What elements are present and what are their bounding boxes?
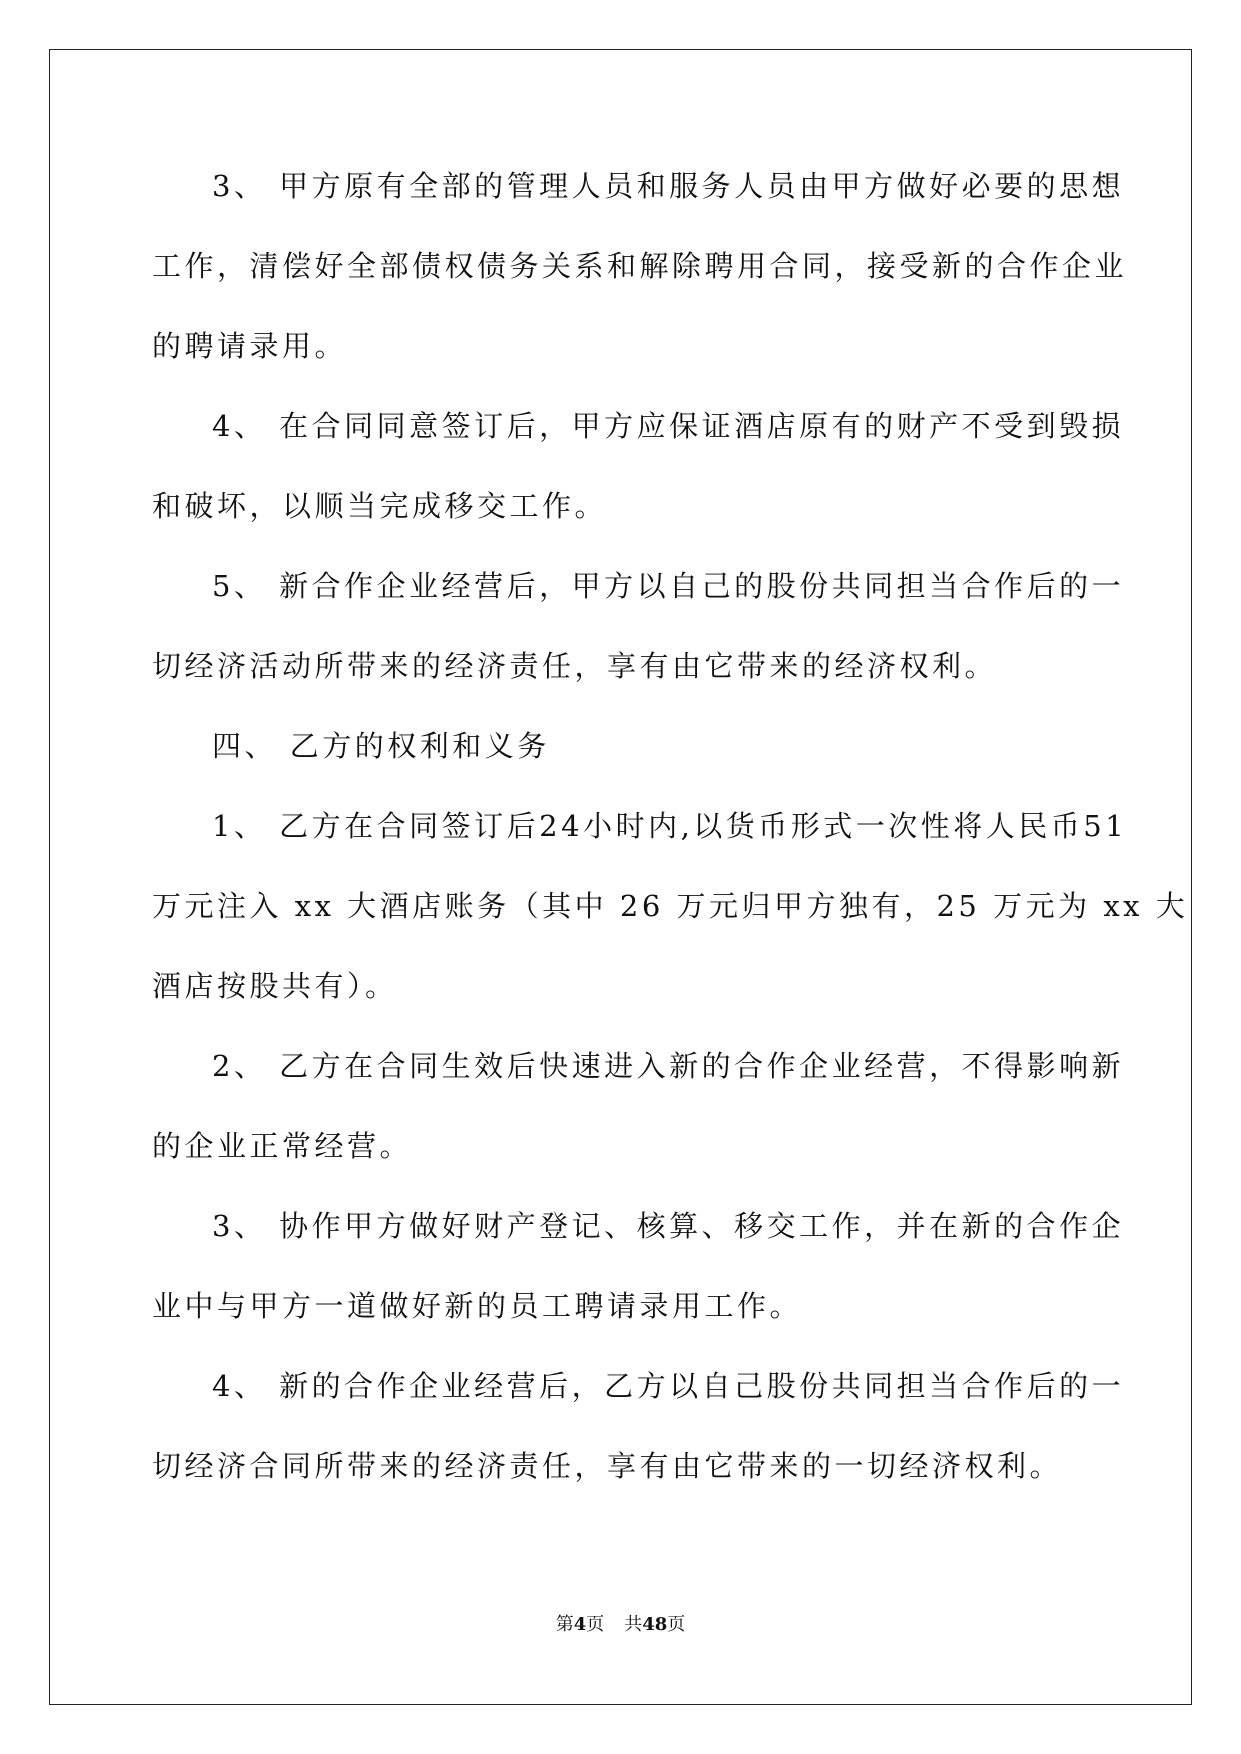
text-line: 3、 甲方原有全部的管理人员和服务人员由甲方做好必要的思想	[212, 169, 1125, 203]
text-line: 2、 乙方在合同生效后快速进入新的合作企业经营，不得影响新	[212, 1049, 1125, 1083]
text-line: 万元注入 xx 大酒店账务（其中 26 万元归甲方独有，25 万元为 xx 大	[152, 889, 1189, 923]
text-line: 1、 乙方在合同签订后24小时内,以货币形式一次性将人民币51	[212, 809, 1128, 843]
text-line: 工作，清偿好全部债权债务关系和解除聘用合同，接受新的合作企业	[152, 249, 1128, 283]
total-prefix: 共	[624, 1614, 643, 1635]
text-line: 酒店按股共有）。	[152, 969, 398, 1003]
section-heading: 四、 乙方的权利和义务	[212, 729, 550, 763]
text-line: 的企业正常经营。	[152, 1129, 413, 1163]
text-line: 3、 协作甲方做好财产登记、核算、移交工作，并在新的合作企	[212, 1209, 1125, 1243]
text-line: 5、 新合作企业经营后，甲方以自己的股份共同担当合作后的一	[212, 569, 1125, 603]
text-line: 4、 新的合作企业经营后，乙方以自己股份共同担当合作后的一	[212, 1369, 1125, 1403]
text-line: 切经济活动所带来的经济责任，享有由它带来的经济权利。	[152, 649, 998, 683]
page-current: 4	[573, 1614, 587, 1635]
page-number-footer	[0, 1610, 1241, 1636]
page-prefix: 第	[555, 1614, 574, 1635]
page-total: 48	[642, 1614, 668, 1635]
text-line: 的聘请录用。	[152, 329, 348, 363]
text-line: 切经济合同所带来的经济责任，享有由它带来的一切经济权利。	[152, 1449, 1063, 1483]
text-line: 和破坏，以顺当完成移交工作。	[152, 489, 608, 523]
total-suffix: 页	[667, 1614, 686, 1635]
page-suffix: 页	[586, 1614, 605, 1635]
text-line: 4、 在合同同意签订后，甲方应保证酒店原有的财产不受到毁损	[212, 409, 1125, 443]
text-line: 业中与甲方一道做好新的员工聘请录用工作。	[152, 1289, 803, 1323]
